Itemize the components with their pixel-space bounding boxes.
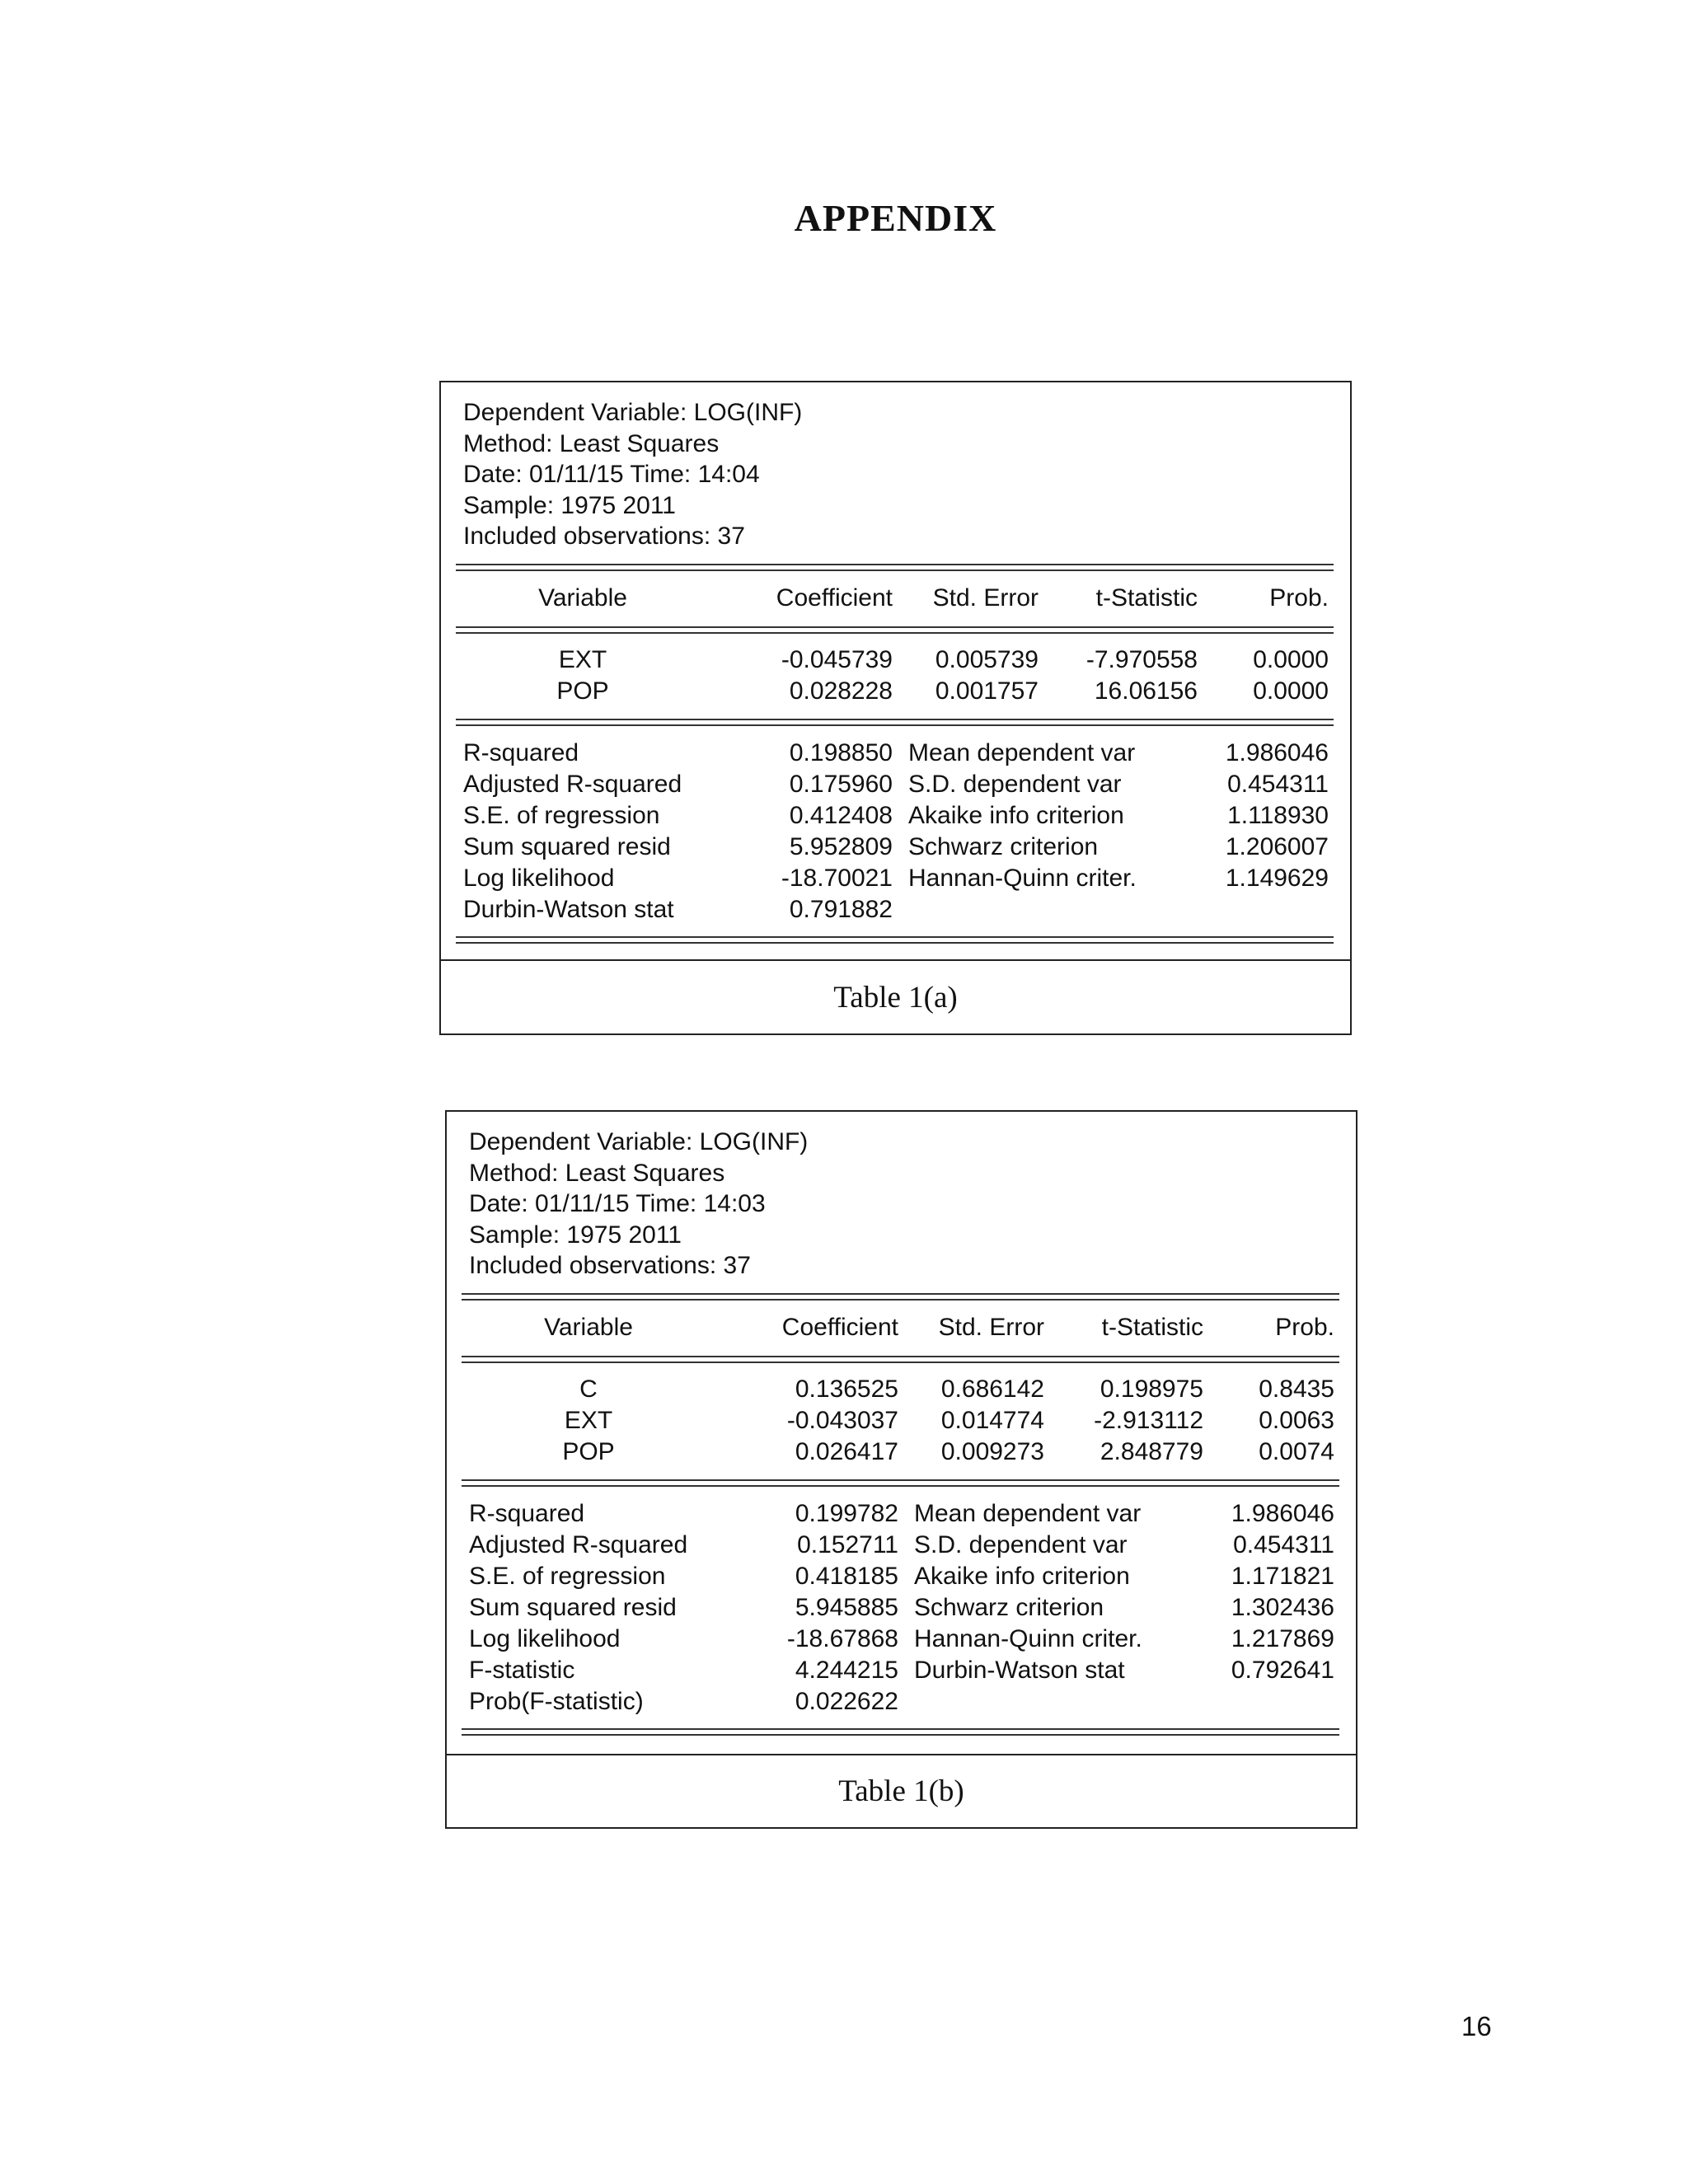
variable-name: POP xyxy=(562,1438,615,1465)
stat-value: 0.412408 xyxy=(789,802,893,829)
summary-stat-row xyxy=(441,832,1350,863)
coefficient-value: -0.043037 xyxy=(786,1407,898,1434)
t-statistic-value: 16.06156 xyxy=(1094,677,1198,705)
summary-stat-row xyxy=(447,1498,1356,1530)
coefficient-value: 0.028228 xyxy=(789,677,893,705)
stat-value: 0.454311 xyxy=(1233,1531,1334,1558)
summary-stat-row xyxy=(447,1530,1356,1561)
caption-divider xyxy=(441,959,1350,961)
summary-stat-row xyxy=(447,1686,1356,1718)
stat-value: 0.792641 xyxy=(1231,1657,1334,1684)
column-header-t-statistic: t-Statistic xyxy=(1095,584,1198,612)
stat-label: S.D. dependent var xyxy=(914,1531,1128,1558)
std-error-value: 0.014774 xyxy=(940,1407,1044,1434)
stat-label: F-statistic xyxy=(469,1657,575,1684)
page-title: APPENDIX xyxy=(794,197,997,239)
column-header-prob: Prob. xyxy=(1269,584,1329,612)
t-statistic-value: -7.970558 xyxy=(1085,646,1198,673)
column-header-variable: Variable xyxy=(544,1314,633,1341)
page-number: 16 xyxy=(1461,2011,1492,2041)
table-divider xyxy=(456,719,1334,726)
observations-line: Included observations: 37 xyxy=(463,523,745,551)
prob-value: 0.8435 xyxy=(1259,1376,1334,1403)
stat-label: Prob(F-statistic) xyxy=(469,1688,644,1715)
variable-name: POP xyxy=(556,677,609,705)
stat-label: Mean dependent var xyxy=(914,1500,1142,1527)
stat-value: -18.70021 xyxy=(781,865,893,892)
dependent-variable-line: Dependent Variable: LOG(INF) xyxy=(469,1128,809,1155)
table-divider xyxy=(462,1728,1339,1736)
stat-value: 5.945885 xyxy=(795,1594,898,1621)
sample-line: Sample: 1975 2011 xyxy=(463,491,676,519)
stat-label: Hannan-Quinn criter. xyxy=(908,865,1137,892)
stat-label: S.D. dependent var xyxy=(908,771,1122,798)
stat-value: 0.418185 xyxy=(795,1563,898,1590)
stat-value: 0.022622 xyxy=(795,1688,898,1715)
table-caption: Table 1(b) xyxy=(838,1774,964,1808)
stat-value: 1.118930 xyxy=(1227,802,1329,829)
stat-value: 0.198850 xyxy=(789,739,893,766)
method-line: Method: Least Squares xyxy=(469,1159,725,1187)
summary-stat-row xyxy=(441,738,1350,769)
summary-stat-row xyxy=(441,863,1350,894)
coefficient-row xyxy=(447,1374,1356,1405)
stat-label: Akaike info criterion xyxy=(914,1563,1130,1590)
stat-label: Schwarz criterion xyxy=(908,833,1099,860)
regression-output-table-a xyxy=(439,381,1352,1035)
stat-value: 1.171821 xyxy=(1231,1563,1334,1590)
column-header-std-error: Std. Error xyxy=(938,1314,1044,1341)
prob-value: 0.0074 xyxy=(1259,1438,1334,1465)
stat-value: 1.206007 xyxy=(1225,833,1329,860)
summary-stat-row xyxy=(441,894,1350,926)
coefficient-row xyxy=(441,644,1350,676)
column-header-coefficient: Coefficient xyxy=(776,584,893,612)
summary-stat-row xyxy=(447,1592,1356,1624)
coefficient-row xyxy=(441,676,1350,707)
coefficient-value: 0.026417 xyxy=(795,1438,898,1465)
table-divider xyxy=(456,626,1334,634)
coefficient-value: 0.136525 xyxy=(795,1376,898,1403)
std-error-value: 0.686142 xyxy=(940,1376,1044,1403)
stat-value: 0.152711 xyxy=(797,1531,898,1558)
stat-label: Hannan-Quinn criter. xyxy=(914,1625,1142,1652)
table-divider xyxy=(462,1479,1339,1487)
stat-value: 0.791882 xyxy=(789,896,893,923)
stat-label: Akaike info criterion xyxy=(908,802,1124,829)
column-header-t-statistic: t-Statistic xyxy=(1101,1314,1203,1341)
t-statistic-value: 2.848779 xyxy=(1100,1438,1203,1465)
column-header-row xyxy=(441,583,1350,614)
stat-label: Durbin-Watson stat xyxy=(914,1657,1125,1684)
t-statistic-value: -2.913112 xyxy=(1094,1407,1203,1434)
table-caption: Table 1(a) xyxy=(833,981,958,1015)
summary-stat-row xyxy=(447,1561,1356,1592)
regression-header xyxy=(469,1127,808,1282)
stat-label: Log likelihood xyxy=(463,865,615,892)
stat-value: 5.952809 xyxy=(789,833,893,860)
stat-value: 1.986046 xyxy=(1225,739,1329,766)
date-time-line: Date: 01/11/15 Time: 14:04 xyxy=(463,461,760,489)
variable-name: EXT xyxy=(564,1407,613,1434)
coefficient-row xyxy=(447,1436,1356,1468)
std-error-value: 0.009273 xyxy=(940,1438,1044,1465)
summary-stat-row xyxy=(447,1624,1356,1655)
stat-value: 0.175960 xyxy=(789,771,893,798)
column-header-row xyxy=(447,1312,1356,1343)
coefficient-value: -0.045739 xyxy=(781,646,893,673)
stat-label: Sum squared resid xyxy=(469,1594,677,1621)
summary-stat-row xyxy=(441,800,1350,832)
stat-label: Log likelihood xyxy=(469,1625,621,1652)
stat-label: Adjusted R-squared xyxy=(463,771,682,798)
stat-value: 0.199782 xyxy=(795,1500,898,1527)
prob-value: 0.0063 xyxy=(1259,1407,1334,1434)
regression-output-table-b xyxy=(445,1110,1357,1829)
prob-value: 0.0000 xyxy=(1253,677,1329,705)
dependent-variable-line: Dependent Variable: LOG(INF) xyxy=(463,399,803,426)
table-divider xyxy=(456,564,1334,571)
date-time-line: Date: 01/11/15 Time: 14:03 xyxy=(469,1190,766,1218)
variable-name: EXT xyxy=(558,646,607,673)
table-divider xyxy=(462,1356,1339,1363)
stat-value: 4.244215 xyxy=(795,1657,898,1684)
stat-label: Durbin-Watson stat xyxy=(463,896,674,923)
stat-label: Adjusted R-squared xyxy=(469,1531,688,1558)
stat-value: -18.67868 xyxy=(786,1625,898,1652)
caption-divider xyxy=(447,1754,1356,1755)
column-header-std-error: Std. Error xyxy=(932,584,1039,612)
stat-label: Mean dependent var xyxy=(908,739,1136,766)
summary-stat-row xyxy=(441,769,1350,800)
regression-header xyxy=(463,397,802,552)
observations-line: Included observations: 37 xyxy=(469,1252,751,1280)
method-line: Method: Least Squares xyxy=(463,429,720,457)
stat-label: Sum squared resid xyxy=(463,833,671,860)
stat-value: 1.302436 xyxy=(1231,1594,1334,1621)
sample-line: Sample: 1975 2011 xyxy=(469,1221,682,1249)
std-error-value: 0.005739 xyxy=(935,646,1039,673)
stat-label: Schwarz criterion xyxy=(914,1594,1104,1621)
std-error-value: 0.001757 xyxy=(935,677,1039,705)
coefficient-row xyxy=(447,1405,1356,1436)
column-header-variable: Variable xyxy=(538,584,627,612)
stat-label: S.E. of regression xyxy=(469,1563,666,1590)
summary-stat-row xyxy=(447,1655,1356,1686)
stat-value: 1.986046 xyxy=(1231,1500,1334,1527)
table-divider xyxy=(462,1293,1339,1301)
stat-value: 1.149629 xyxy=(1225,865,1329,892)
t-statistic-value: 0.198975 xyxy=(1100,1376,1203,1403)
table-divider xyxy=(456,936,1334,944)
column-header-prob: Prob. xyxy=(1275,1314,1334,1341)
stat-label: S.E. of regression xyxy=(463,802,660,829)
stat-value: 1.217869 xyxy=(1231,1625,1334,1652)
stat-value: 0.454311 xyxy=(1227,771,1329,798)
column-header-coefficient: Coefficient xyxy=(781,1314,898,1341)
stat-label: R-squared xyxy=(463,739,579,766)
variable-name: C xyxy=(579,1376,598,1403)
stat-label: R-squared xyxy=(469,1500,585,1527)
prob-value: 0.0000 xyxy=(1253,646,1329,673)
